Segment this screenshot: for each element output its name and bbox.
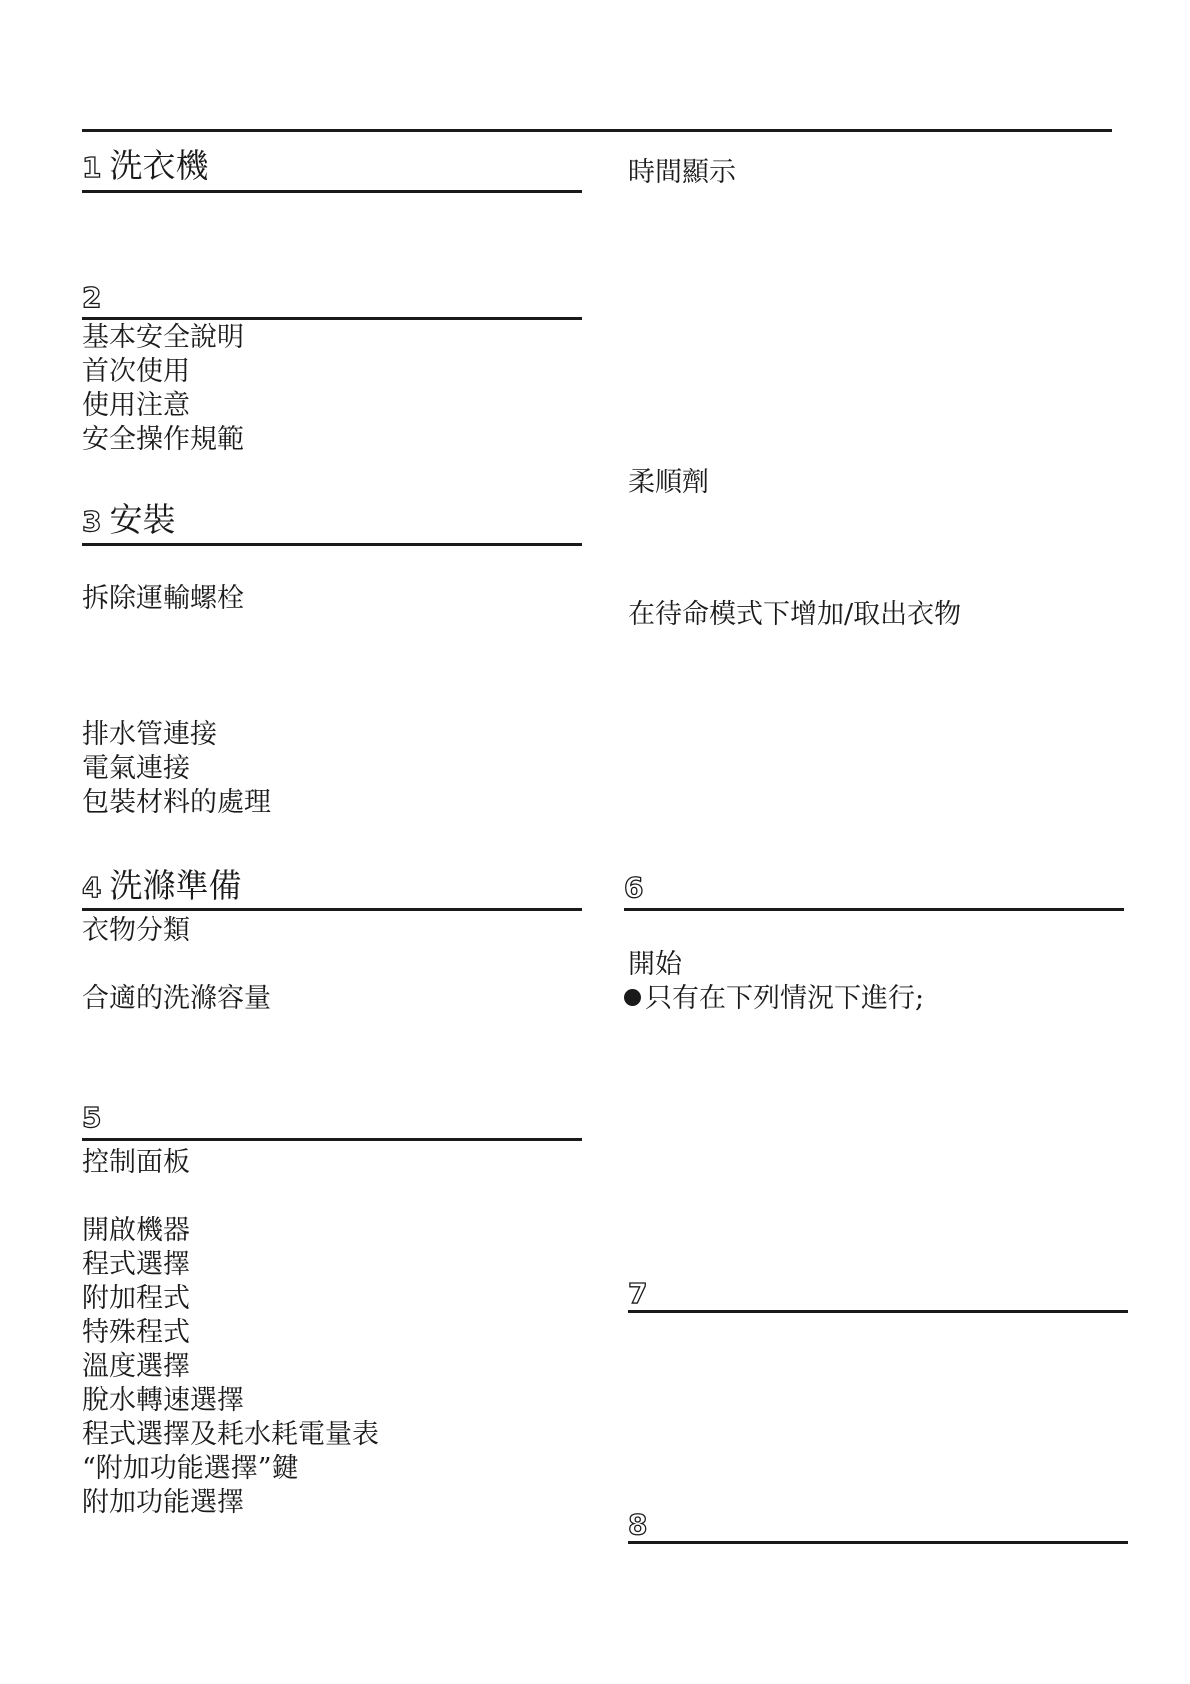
section-7-heading xyxy=(628,1272,655,1314)
toc-item[interactable]: 附加功能選擇 xyxy=(82,1487,244,1518)
section-2-heading xyxy=(82,276,109,318)
toc-item[interactable]: 首次使用 xyxy=(82,356,190,387)
toc-item[interactable]: 時間顯示 xyxy=(628,157,736,188)
section-number: 1 xyxy=(82,151,102,184)
section-4-rule xyxy=(82,908,582,911)
bullet-item xyxy=(624,982,924,1016)
section-3-heading xyxy=(82,500,175,542)
toc-item[interactable]: “附加功能選擇”鍵 xyxy=(82,1453,299,1484)
section-title: 洗衣機 xyxy=(109,146,209,185)
toc-item[interactable]: 在待命模式下增加/取出衣物 xyxy=(628,599,962,630)
toc-item[interactable]: 包裝材料的處理 xyxy=(82,787,271,818)
section-number: 7 xyxy=(628,1277,648,1310)
toc-item[interactable]: 安全操作規範 xyxy=(82,424,244,455)
section-number: 6 xyxy=(624,871,644,904)
top-rule xyxy=(82,129,1112,132)
section-7-rule xyxy=(628,1310,1128,1313)
toc-item[interactable]: 排水管連接 xyxy=(82,719,217,750)
section-1-rule xyxy=(82,190,582,193)
section-number: 8 xyxy=(628,1508,648,1541)
section-title: 安裝 xyxy=(109,500,176,539)
toc-item[interactable]: 控制面板 xyxy=(82,1147,190,1178)
section-5-heading xyxy=(82,1096,109,1138)
bullet-text: 只有在下列情況下進行; xyxy=(645,983,925,1014)
toc-item[interactable]: 特殊程式 xyxy=(82,1317,190,1348)
section-number: 5 xyxy=(82,1101,102,1134)
section-6-heading xyxy=(624,866,651,908)
section-2-rule xyxy=(82,317,582,320)
section-5-rule xyxy=(82,1138,582,1141)
toc-item[interactable]: 合適的洗滌容量 xyxy=(82,983,271,1014)
section-8-rule xyxy=(628,1541,1128,1544)
section-6-rule xyxy=(624,908,1124,911)
toc-item[interactable]: 脫水轉速選擇 xyxy=(82,1385,244,1416)
toc-item[interactable]: 基本安全說明 xyxy=(82,322,244,353)
section-1-heading xyxy=(82,146,208,188)
toc-item[interactable]: 開啟機器 xyxy=(82,1215,190,1246)
bullet-icon xyxy=(624,989,641,1006)
toc-item[interactable]: 程式選擇 xyxy=(82,1249,190,1280)
toc-item[interactable]: 開始 xyxy=(628,949,682,980)
toc-item[interactable]: 柔順劑 xyxy=(628,467,709,498)
toc-item[interactable]: 程式選擇及耗水耗電量表 xyxy=(82,1419,379,1450)
toc-item[interactable]: 使用注意 xyxy=(82,390,190,421)
toc-item[interactable]: 溫度選擇 xyxy=(82,1351,190,1382)
section-number: 4 xyxy=(82,871,102,904)
section-number: 3 xyxy=(82,505,102,538)
section-8-heading xyxy=(628,1503,655,1545)
toc-item[interactable]: 衣物分類 xyxy=(82,915,190,946)
toc-item[interactable]: 拆除運輸螺栓 xyxy=(82,583,244,614)
toc-item[interactable]: 附加程式 xyxy=(82,1283,190,1314)
section-4-heading xyxy=(82,866,241,908)
section-3-rule xyxy=(82,543,582,546)
section-number: 2 xyxy=(82,281,102,314)
toc-item[interactable]: 電氣連接 xyxy=(82,753,190,784)
section-title: 洗滌準備 xyxy=(109,866,242,905)
